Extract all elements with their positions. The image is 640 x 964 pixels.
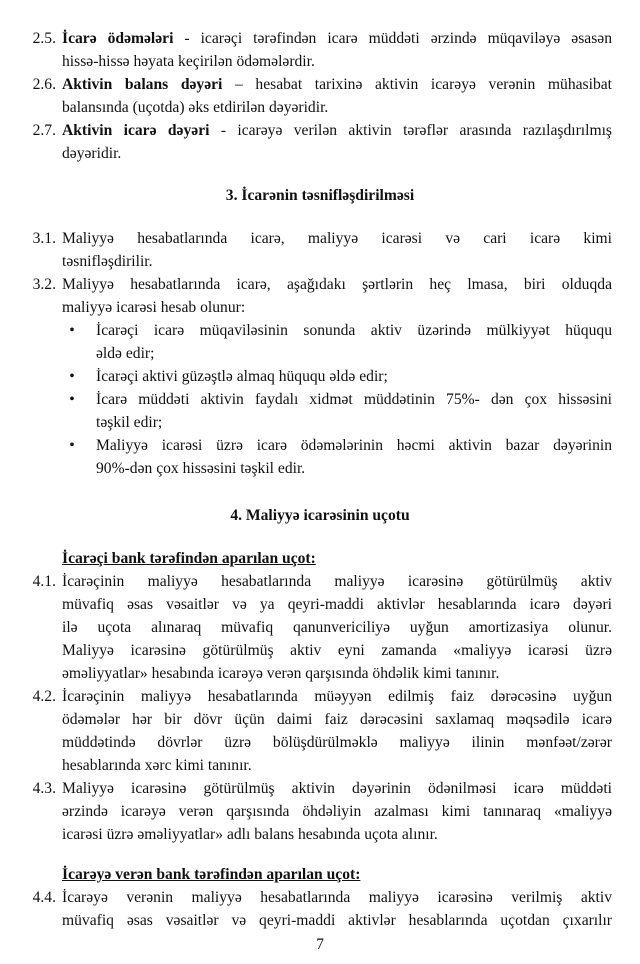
- definition: - icarəyə verilən aktivin tərəflər arasında razılaşdırılmış: [209, 122, 612, 139]
- section-4-heading: 4. Maliyyə icarəsinin uçotu: [230, 507, 410, 524]
- item-number: 4.3.: [32, 780, 56, 797]
- paragraph-line: İcarəyə verənin maliyyə hesabatlarında maliyyə icarəsinə verilmiş aktiv: [62, 889, 612, 906]
- page-number: 7: [316, 936, 324, 953]
- paragraph-line: Maliyyə icarəsinə götürülmüş aktiv eyni zamanda «maliyyə icarəsi üzrə: [62, 642, 612, 659]
- definition: – hesabat tarixinə aktivin icarəyə verənin mühasibat: [222, 76, 612, 93]
- definition-cont: dəyəridir.: [62, 145, 122, 162]
- item-number: 4.4.: [32, 889, 56, 906]
- bullet-line: 90%-dən çox hissəsini təşkil edir.: [96, 460, 306, 477]
- item-number: 4.1.: [32, 573, 56, 590]
- bullet-icon: •: [69, 391, 75, 408]
- item-number: 2.5.: [32, 30, 56, 47]
- definition-cont: hissə-hissə həyata keçirilən ödəmələrdir.: [62, 53, 315, 70]
- bullet-line: təşkil edir;: [96, 414, 163, 431]
- bullet-icon: •: [69, 368, 75, 385]
- bullet-line: əldə edir;: [96, 345, 155, 362]
- definition: - icarəçi tərəfindən icarə müddəti ərzində müqaviləyə əsasən: [173, 30, 612, 47]
- item-number: 4.2.: [32, 688, 56, 705]
- paragraph-line: əməliyyatlar» hesabında icarəyə verən qarşısında öhdəlik kimi tanınır.: [62, 665, 500, 682]
- term: Aktivin balans dəyəri: [62, 76, 223, 93]
- paragraph-line: Maliyyə icarəsinə götürülmüş aktivin dəyərinin ödənilməsi icarə müddəti: [62, 780, 612, 797]
- paragraph-line: Maliyyə hesabatlarında icarə, aşağıdakı şərtlərin heç lmasa, biri olduqda: [62, 276, 612, 293]
- bullet-line: İcarə müddəti aktivin faydalı xidmət müddətinin 75%- dən çox hissəsini: [96, 391, 612, 408]
- paragraph-line: ilə uçota alınaraq müvafiq qanunvericiliyə uyğun amortizasiya olunur.: [62, 619, 612, 636]
- bullet-icon: •: [69, 437, 75, 454]
- paragraph-line: müvafiq əsas vəsaitlər və qeyri-maddi aktivlər hesablarında uçotdan çıxarılır: [62, 912, 612, 929]
- paragraph-line: ödəmələr hər bir dövr üçün daimi faiz dərəcəsini saxlamaq məqsədilə icarə: [62, 711, 612, 728]
- bullet-line: Maliyyə icarəsi üzrə icarə ödəmələrinin həcmi aktivin bazar dəyərinin: [96, 437, 612, 454]
- paragraph-line: hesablarında xərc kimi tanınır.: [62, 757, 252, 774]
- paragraph-line: ərzində icarəyə verən qarşısında öhdəliyin azalması kimi tanınaraq «maliyyə: [62, 803, 612, 820]
- definition-cont: balansında (uçotda) əks etdirilən dəyəridir.: [62, 99, 329, 116]
- item-number: 3.2.: [32, 276, 56, 293]
- bullet-line: İcarəçi icarə müqaviləsinin sonunda aktiv üzərində mülkiyyət hüququ: [96, 322, 612, 339]
- paragraph-line: İcarəçinin maliyyə hesabatlarında müəyyən edilmiş faiz dərəcəsinə uyğun: [62, 688, 612, 705]
- section-3-heading: 3. İcarənin təsnifləşdirilməsi: [225, 187, 415, 204]
- bullet-line: İcarəçi aktivi güzəştlə almaq hüququ əldə edir;: [96, 368, 388, 385]
- term: Aktivin icarə dəyəri: [62, 122, 210, 139]
- item-number: 2.7.: [32, 122, 56, 139]
- item-number: 3.1.: [32, 230, 56, 247]
- subheading-lessor: İcarəyə verən bank tərəfindən aparılan uçot:: [62, 866, 361, 883]
- paragraph-line: təsnifləşdirilir.: [62, 253, 153, 270]
- paragraph-line: icarəsi üzrə əməliyyatlar» adlı balans hesabında uçota alınır.: [62, 826, 438, 843]
- term: İcarə ödəmələri: [62, 30, 174, 47]
- item-number: 2.6.: [32, 76, 56, 93]
- paragraph-line: Maliyyə hesabatlarında icarə, maliyyə icarəsi və cari icarə kimi: [62, 230, 612, 247]
- subheading-lessee: İcarəçi bank tərəfindən aparılan uçot:: [62, 550, 316, 567]
- paragraph-line: İcarəçinin maliyyə hesabatlarında maliyyə icarəsinə götürülmüş aktiv: [62, 573, 612, 590]
- paragraph-line: maliyyə icarəsi hesab olunur:: [62, 299, 246, 316]
- bullet-icon: •: [69, 322, 75, 339]
- paragraph-line: müddətində dövrlər üzrə bölüşdürülməklə maliyyə ilinin mənfəət/zərər: [62, 734, 612, 751]
- paragraph-line: müvafiq əsas vəsaitlər və ya qeyri-maddi aktivlər hesablarında icarə dəyəri: [62, 596, 612, 613]
